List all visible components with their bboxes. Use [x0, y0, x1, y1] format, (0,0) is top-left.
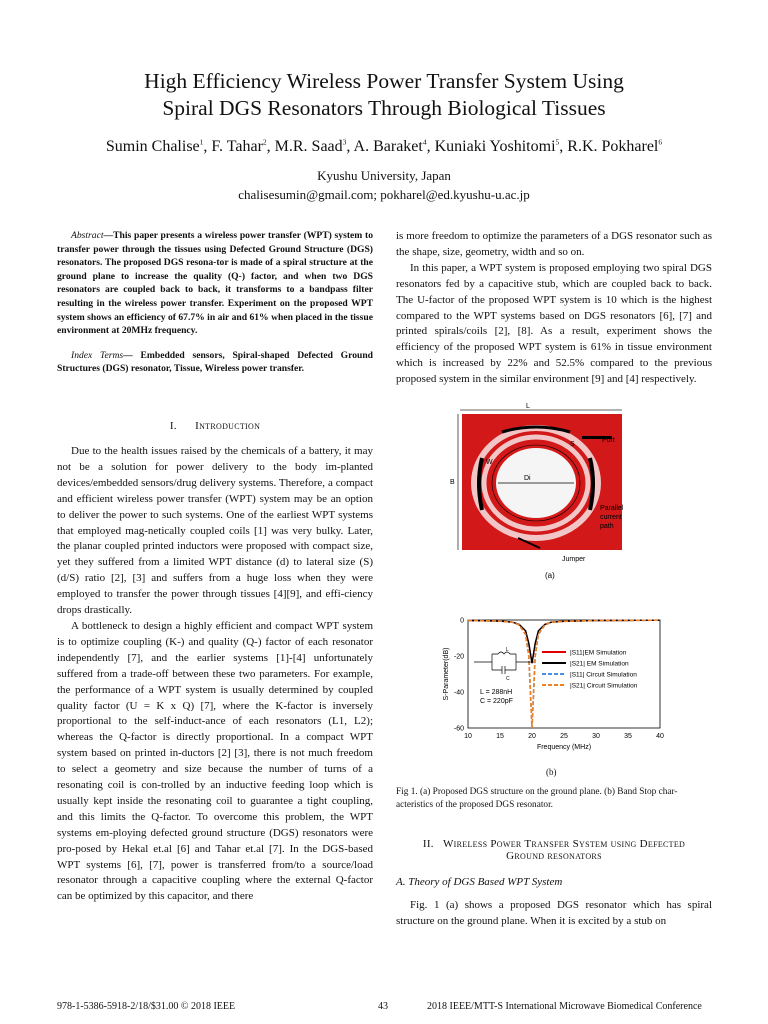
x-tick-label: 25 — [560, 733, 568, 740]
footer-conference: 2018 IEEE/MTT-S International Microwave Biomedical Conference — [427, 1001, 702, 1012]
x-tick-label: 40 — [656, 733, 664, 740]
annotation-capacitance: C = 220pF — [480, 698, 513, 705]
right-column-intro — [396, 229, 712, 388]
label-jumper: Jumper — [562, 556, 586, 563]
capacitor-symbol — [492, 666, 516, 674]
annotation-inductance: L = 288nH — [480, 689, 513, 696]
inductor-symbol — [492, 652, 516, 654]
circuit-label-C: C — [506, 676, 510, 682]
figure-1b-chart — [440, 612, 680, 780]
paper-title — [0, 68, 768, 122]
title-line-2: Spiral DGS Resonators Through Biological Tissues — [162, 96, 606, 120]
x-axis-label: Frequency (MHz) — [536, 744, 592, 751]
figure-1b-sublabel: (b) — [546, 767, 557, 777]
author: A. Baraket$^4$, — [353, 138, 435, 156]
sec2-paragraph-1: Fig. 1 (a) shows a proposed DGS resonator which has spiral structure on the ground plane. When it is excited by a stub on — [396, 899, 712, 927]
author-emails[interactable]: chalisesumin@gmail.com; pokharel@ed.kyushu-u.ac.jp — [238, 187, 530, 202]
author: R.K. Pokharel$^6$ — [567, 138, 663, 156]
section-heading-wpt: II. Wireless Power Transfer System using Defected Ground resonators — [422, 838, 686, 862]
affiliation: Kyushu University, Japan — [317, 168, 451, 183]
affiliation-block — [0, 166, 768, 204]
label-parallel-1: Parallel — [600, 505, 624, 512]
legend-label: |S11|EM Simulation — [570, 649, 627, 657]
label-W: W — [486, 459, 493, 466]
title-line-1: High Efficiency Wireless Power Transfer System Using — [144, 69, 624, 93]
section-heading-introduction: I. Introduction — [169, 420, 261, 432]
series-line — [468, 620, 660, 663]
abstract-label: Abstract — [71, 230, 104, 241]
figure-1a-sublabel: (a) — [545, 571, 555, 580]
author: F. Tahar$^2$, — [211, 138, 275, 156]
x-tick-label: 35 — [624, 733, 632, 740]
label-port: Port — [602, 437, 615, 444]
figure-1-caption: Fig 1. (a) Proposed DGS structure on the ground plane. (b) Band Stop char-acteristics of the proposed DGS resonator. — [396, 787, 678, 810]
x-tick-label: 30 — [592, 733, 600, 740]
y-tick-label: -40 — [453, 689, 464, 697]
section-2-body — [396, 898, 712, 930]
subsection-heading-a: A. Theory of DGS Based WPT System — [396, 876, 563, 888]
y-axis-label: S-Parameter(dB) — [443, 647, 450, 701]
figure-1a-dgs-structure — [440, 398, 650, 583]
author: Sumin Chalise$^1$, — [105, 138, 212, 156]
label-Di: Di — [524, 475, 531, 482]
abstract — [57, 229, 373, 376]
intro-paragraph-1: Due to the health issues raised by the chemicals of a battery, it may not be a solution for power delivery to the body im-planted devices/embedded sensors/drug delivery systems. Therefore, a compact and efficient wireless power transfer (WPT) system may be an option to deliver the power to such systems. One of the earliest WPT systems that employed mag-netically coupled coils [1] was very bulky. Later, the planar coupled printed inductors were proposed with compact size, yet they suffered from a limited WPT distance (d) to lateral size (S) (d/S) ratio [2], [3] and suffers from a huge loss when they were employed to transfer the power through tissues [4][9], and effi-ciency drops drastically. — [57, 445, 373, 617]
author-list — [0, 138, 768, 156]
author: Kuniaki Yoshitomi$^5$, — [434, 138, 568, 156]
right-paragraph-2: In this paper, a WPT system is proposed employing two spiral DGS resonators fed by a capacitive stub, which are coupled back to back. The U-factor of the proposed WPT system is 10 which is the highest compared to the WPT systems based on DGS resonators [6], [7] and printed spirals/coils [2], [8]. As a result, experiment shows the efficiency of the proposed WPT system is 61% in tissue environment which is increased by 22% and 52.5% compared to the previous proposed system in the similar environment [9] and [4] respectively. — [396, 261, 712, 386]
author: M.R. Saad$^3$, — [274, 138, 354, 156]
x-tick-label: 10 — [464, 733, 472, 740]
abstract-text: —This paper presents a wireless power transfer (WPT) system to transfer power through the tissues using Defected Ground Structure (DGS) resonators. The proposed DGS resona-tor is made of a spiral structure at the ground plane to increase the quality (Q-) factor, and when two DGS resonators are coupled back to back, it transforms to a bandpass filter resulting in the wireless power transfer. Experiment on the proposed WPT system shows an efficiency of 67.7% in air and 61% when placed in the tissue environment at 20MHz frequency. — [57, 230, 373, 337]
introduction-body — [57, 444, 373, 905]
index-terms-label: Index Terms — [71, 349, 124, 361]
footer-copyright: 978-1-5386-5918-2/18/$31.00 © 2018 IEEE — [57, 1001, 236, 1012]
circuit-label-L: L — [506, 647, 509, 653]
label-B: B — [450, 479, 455, 486]
series-line — [468, 620, 660, 663]
x-tick-label: 20 — [528, 733, 536, 740]
label-parallel-3: path — [600, 523, 614, 530]
y-tick-label: -20 — [453, 653, 464, 661]
label-L: L — [526, 403, 530, 410]
intro-paragraph-2: A bottleneck to design a highly efficient and compact WPT system is to optimize coupling (K-) and quality (Q-) factor of each resonator independently [7], and the earlier systems [1]-[4] unfortunately suffered from a trade-off between these two parameters. For example, the performance of a WPT system is usually determined by coupled quality factor (U = K x Q) [7], where the K-factor is inversely proportional to the self-induct-ance of each resonators (L1, L2); whereas the Q-factor is directly proportional. In a compact WPT system based on printed in-ductors [2] [3], there is not much freedom to select a geometry and size because the number of turns of a resonating coil is con-trolled by an inductive feeding loop which is usually kept inside the resonating coil to guarantee a tight coupling, and this limits the Q-factor. To overcome this problem, the WPT systems em-ploying defected ground structure (DGS) resonators were pro-posed by Hekal et.al [6] and Tahar et.al [7]. In the DGS-based WPT systems [6], [7], power is transferred from/to a source/load resonator through a capacitive coupling where the external Q-factor can be optimized by this capacitor, and there — [57, 619, 373, 903]
label-S: S — [570, 441, 575, 448]
x-tick-label: 15 — [496, 733, 504, 740]
footer-page-number: 43 — [378, 1001, 388, 1012]
legend-label: |S21| Circuit Simulation — [570, 682, 638, 690]
y-tick-label: -60 — [453, 725, 464, 733]
index-terms-text: — Embedded sensors, Spiral-shaped Defected Ground Structures (DGS) resonator, Tissue, Wireless power transfer. — [57, 349, 374, 375]
y-tick-label: 0 — [460, 617, 464, 625]
legend-label: |S11| Circuit Simulation — [570, 671, 637, 679]
label-parallel-2: current — [600, 514, 622, 521]
right-paragraph-1: is more freedom to optimize the parameters of a DGS resonator such as the shape, size, geometry, width and so on. — [396, 230, 712, 258]
legend-label: |S21| EM Simulation — [570, 660, 629, 668]
